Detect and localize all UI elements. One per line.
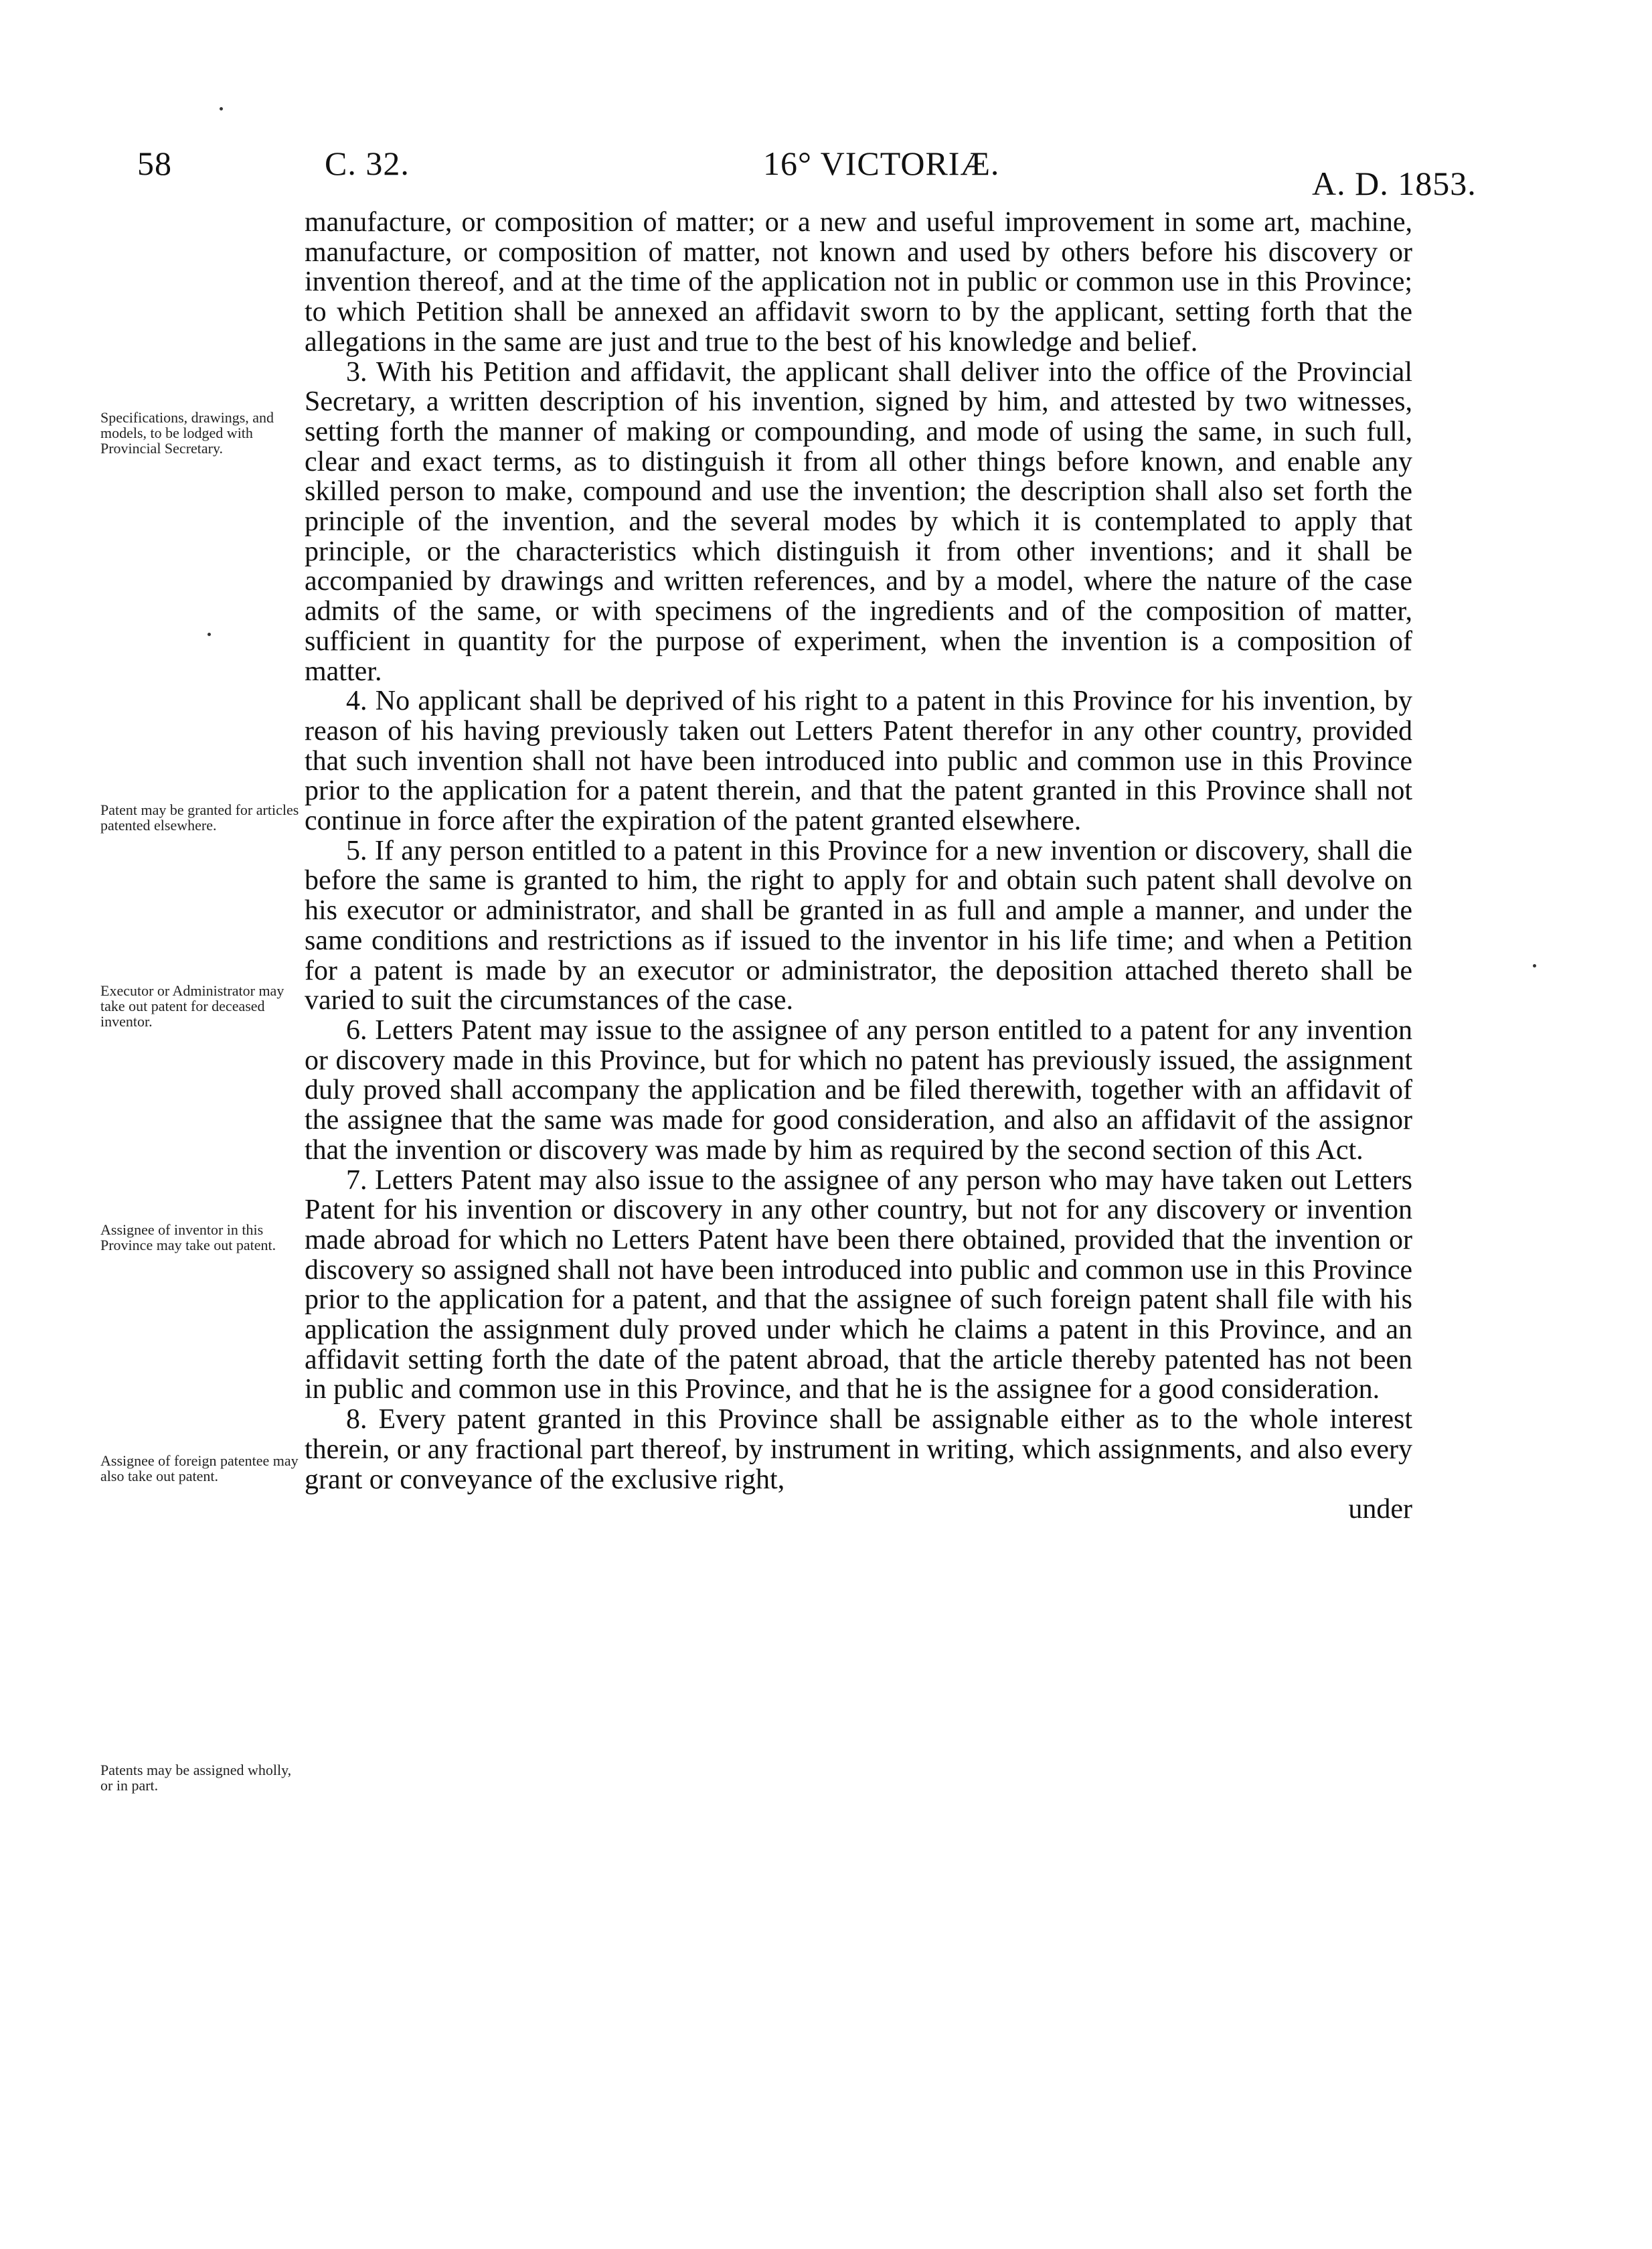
ink-speck xyxy=(1533,964,1536,967)
body-text xyxy=(305,208,1412,1525)
section-6: 6. Letters Patent may issue to the assignee of any person entitled to a patent for any invention or discovery made in this Province, but for which no patent has previously issued, the assignment duly proved shall accompany the application and be filed therewith, together with an affidavit of the assignee that the same was made for good consideration, and also an affidavit of the assignor that the invention or discovery was made by him as required by the second section of this Act. xyxy=(305,1014,1412,1166)
section-7: 7. Letters Patent may also issue to the assignee of any person who may have taken out Letters Patent for his invention or discovery in any other country, but not for any discovery or invention made abroad for which no Letters Patent have been there obtained, provided that the invention or discovery so assigned shall not have been introduced into public and common use in this Province prior to the application for a patent, and that the assignee of such foreign patent shall file with his application the assignment duly proved under which he claims a patent in this Province, and an affidavit setting forth the date of the patent abroad, that the article thereby patented has not been in public and common use in this Province, and that he is the assignee for a good consideration. xyxy=(305,1164,1412,1405)
section-5: 5. If any person entitled to a patent in this Province for a new invention or discovery, shall die before the same is granted to him, the right to apply for and obtain such patent shall devolve on his executor or administrator, and shall be granted in as full and ample a manner, and under the same conditions and restrictions as if issued to the inventor in his life time; and when a Petition for a patent is made by an executor or administrator, the deposition attached thereto shall be varied to suit the circumstances of the case. xyxy=(305,835,1412,1016)
margin-note: Assignee of foreign patentee may also take out patent. xyxy=(100,1452,299,1484)
catchword: under xyxy=(1348,1494,1412,1525)
running-title: 16° VICTORIÆ. xyxy=(763,145,1000,182)
section-8: 8. Every patent granted in this Province shall be assignable either as to the whole interest therein, or any fractional part thereof, by instrument in writing, which assignments, and also every grant or conveyance of the exclusive right, xyxy=(305,1404,1412,1495)
margin-note: Patent may be granted for articles patented elsewhere. xyxy=(100,801,299,834)
ink-speck xyxy=(208,633,211,636)
section-3: 3. With his Petition and affidavit, the applicant shall deliver into the office of the Provincial Secretary, a written description of his invention, signed by him, and attested by two witnesses, setting forth the manner of making or compounding, and mode of using the same, in such full, clear and exact terms, as to distinguish it from all other things before known, and enable any skilled person to make, compound and use the invention; the description shall also set forth the principle of the invention, and the several modes by which it is contemplated to apply that principle, or the characteristics which distinguish it from other inventions; and it shall be accompanied by drawings and written references, and by a model, where the nature of the case admits of the same, or with specimens of the ingredients and of the composition of matter, sufficient in quantity for the purpose of experiment, when the invention is a composition of matter. xyxy=(305,356,1412,687)
paragraph-continued: manufacture, or composition of matter; or a new and useful improvement in some art, machine, manufacture, or composition of matter, not known and used by others before his discovery or invention thereof, and at the time of the application not in public or common use in this Province; to which Petition shall be annexed an affidavit sworn to by the applicant, setting forth that the allegations in the same are just and true to the best of his knowledge and belief. xyxy=(305,207,1412,358)
margin-note: Patents may be assigned wholly, or in part. xyxy=(100,1762,292,1794)
chapter-label: C. 32. xyxy=(325,145,410,182)
page-number: 58 xyxy=(137,145,172,182)
margin-note: Executor or Administrator may take out patent for deceased inventor. xyxy=(100,982,284,1030)
ink-speck xyxy=(220,107,223,110)
margin-note: Assignee of inventor in this Province may take out patent. xyxy=(100,1221,276,1253)
section-4: 4. No applicant shall be deprived of his right to a patent in this Province for his invention, by reason of his having previously taken out Letters Patent therefor in any other country, provided that such invention shall not have been introduced into public and common use in this Province prior to the application for a patent therein, and that the patent granted in this Province shall not continue in force after the expiration of the patent granted elsewhere. xyxy=(305,686,1412,837)
margin-note: Specifications, drawings, and models, to be lodged with Provincial Secretary. xyxy=(100,409,274,457)
year-label: A. D. 1853. xyxy=(1312,165,1477,202)
